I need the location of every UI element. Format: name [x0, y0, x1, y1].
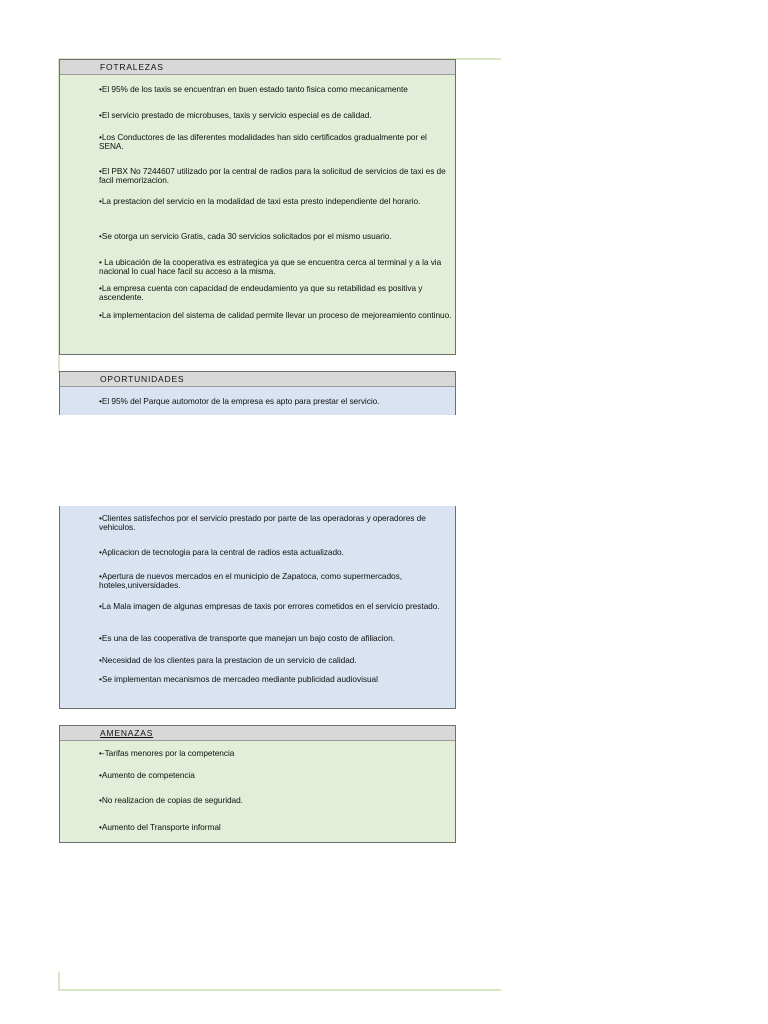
list-item: •Es una de las cooperativa de transporte que manejan un bajo costo de afiliacion. — [99, 633, 395, 643]
list-item: •El servicio prestado de microbuses, taxis y servicio especial es de calidad. — [99, 110, 372, 120]
oportunidades-section — [59, 371, 456, 415]
list-item: • La ubicación de la cooperativa es estrategica ya que se encuentra cerca al terminal y a la via nacional lo cual hace facil su acceso a la misma. — [99, 257, 442, 277]
list-item: •-Tarifas menores por la competencia — [99, 748, 235, 758]
fortalezas-title: FOTRALEZAS — [100, 62, 164, 72]
list-item: •El 95% del Parque automotor de la empresa es apto para prestar el servicio. — [99, 396, 380, 406]
section-header — [60, 60, 455, 75]
fortalezas-section — [59, 59, 456, 355]
list-item: •La implementacion del sistema de calidad permite llevar un proceso de mejoreamiento continuo. — [99, 310, 452, 320]
list-item: •Necesidad de los clientes para la prestacion de un servicio de calidad. — [99, 655, 357, 665]
list-item: •El 95% de los taxis se encuentran en buen estado tanto fisica como mecanicamente — [99, 84, 408, 94]
list-item: •Se otorga un servicio Gratis, cada 30 servicios solicitados por el mismo usuario. — [99, 231, 392, 241]
page-edge-bottom — [59, 989, 501, 991]
oportunidades-continued — [59, 506, 456, 709]
list-item: •La prestacion del servicio en la modalidad de taxi esta presto independiente del horario. — [99, 196, 421, 206]
list-item: •La empresa cuenta con capacidad de endeudamiento ya que su retabilidad es positiva y ascendente. — [99, 283, 423, 303]
list-item: •La Mala imagen de algunas empresas de taxis por errores cometidos en el servicio prestado. — [99, 601, 440, 611]
list-item: •Aplicacion de tecnologia para la central de radios esta actualizado. — [99, 547, 344, 557]
list-item: •Se implementan mecanismos de mercadeo mediante publicidad audiovisual — [99, 674, 378, 684]
list-item: •Los Conductores de las diferentes modalidades han sido certificados gradualmente por el SENA. — [99, 132, 427, 152]
list-item: •El PBX No 7244607 utilizado por la central de radios para la solicitud de servicios de taxi es de facil memorizacion. — [99, 166, 446, 186]
amenazas-section — [59, 725, 456, 843]
list-item: •Clientes satisfechos por el servicio prestado por parte de las operadoras y operadores de vehiculos. — [99, 513, 426, 533]
list-item: •No realizacion de copias de seguridad. — [99, 795, 243, 805]
list-item: •Aumento de competencia — [99, 770, 195, 780]
oportunidades-title: OPORTUNIDADES — [100, 374, 185, 384]
section-header — [60, 726, 455, 741]
section-header — [60, 372, 455, 387]
list-item: •Aumento del Transporte informal — [99, 822, 221, 832]
amenazas-title: AMENAZAS — [100, 728, 154, 738]
list-item: •Apertura de nuevos mercados en el municipio de Zapatoca, como supermercados, hoteles,universidades. — [99, 571, 402, 591]
